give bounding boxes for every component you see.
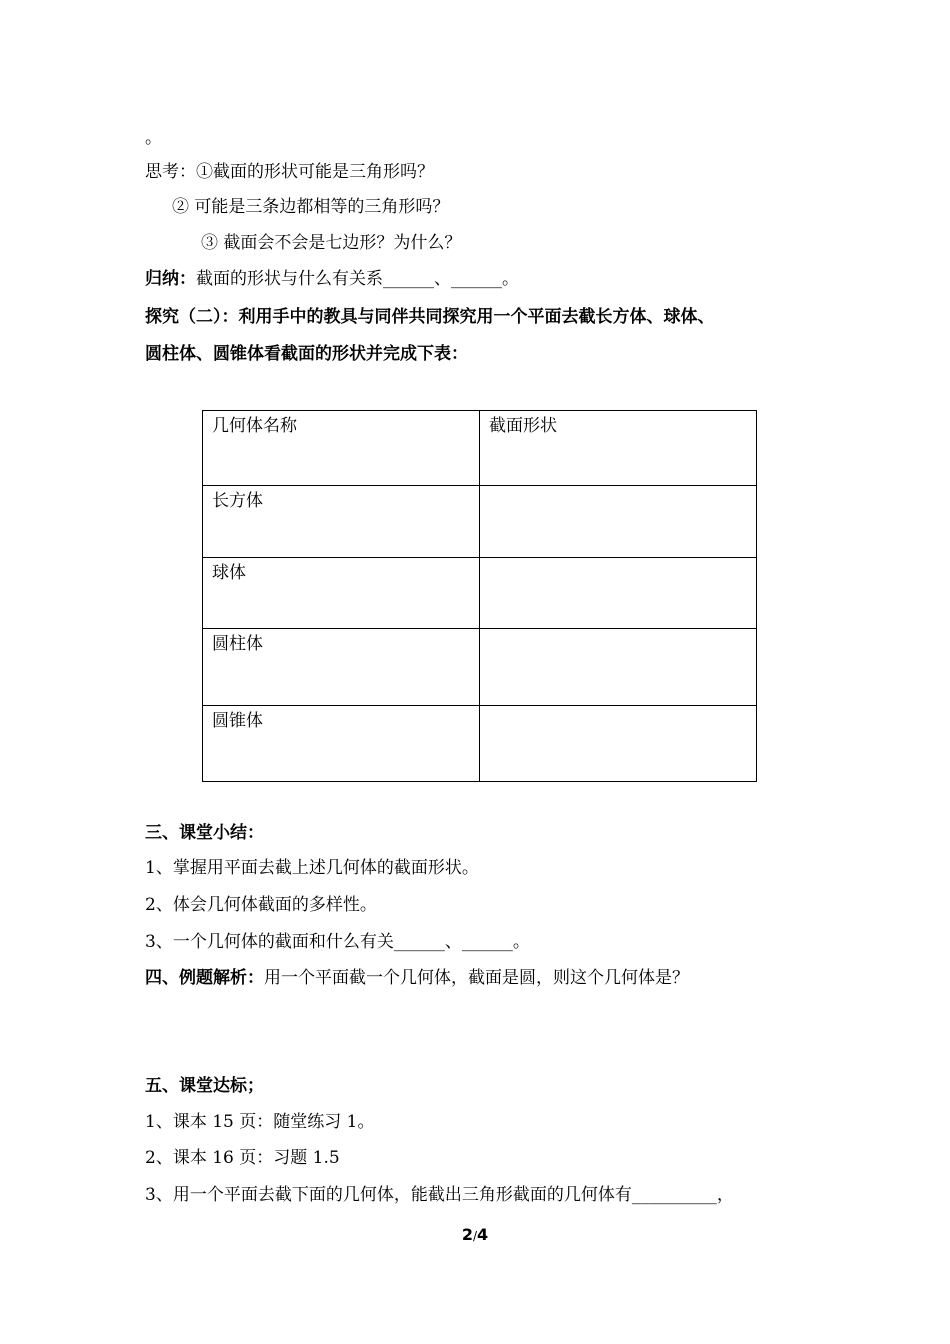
section3-item-3: 3、一个几何体的截面和什么有关______、______。 <box>145 932 530 952</box>
header-solid-name: 几何体名称 <box>203 411 480 486</box>
think-question-3: ③ 截面会不会是七边形？为什么？ <box>201 233 462 253</box>
table-row <box>203 706 757 782</box>
section4 <box>145 967 689 989</box>
top-fragment: 。 <box>145 128 162 148</box>
page-separator: / <box>472 1229 478 1243</box>
explore2-line2: 圆柱体、圆锥体看截面的形状并完成下表： <box>145 344 468 364</box>
think-question-2: ② 可能是三条边都相等的三角形吗？ <box>172 197 450 217</box>
table-header-row <box>203 411 757 486</box>
header-section-shape: 截面形状 <box>480 411 757 486</box>
table-row <box>203 558 757 629</box>
row-shape-cell[interactable] <box>480 486 757 558</box>
think-q1-text: ①截面的形状可能是三角形吗？ <box>196 162 434 182</box>
row-solid-name: 圆锥体 <box>203 706 480 782</box>
table-row <box>203 629 757 706</box>
row-shape-cell[interactable] <box>480 629 757 706</box>
section3-title: 三、课堂小结： <box>145 823 264 843</box>
section5-title: 五、课堂达标； <box>145 1076 264 1096</box>
think-label: 思考： <box>145 162 196 182</box>
section4-text: 用一个平面截一个几何体，截面是圆，则这个几何体是？ <box>264 968 689 988</box>
row-shape-cell[interactable] <box>480 706 757 782</box>
think-question-1 <box>145 161 434 183</box>
section3-item-2: 2、体会几何体截面的多样性。 <box>145 895 377 915</box>
page-number <box>0 1225 950 1244</box>
section5-item-2: 2、课本 16 页：习题 1.5 <box>145 1148 340 1168</box>
explore2-line1: 探究（二）：利用手中的教具与同伴共同探究用一个平面去截长方体、球体、 <box>145 307 715 327</box>
section5-item-3: 3、用一个平面去截下面的几何体，能截出三角形截面的几何体有__________， <box>145 1185 734 1205</box>
section-shape-table <box>202 410 757 782</box>
section3-item-1: 1、掌握用平面去截上述几何体的截面形状。 <box>145 858 479 878</box>
row-solid-name: 圆柱体 <box>203 629 480 706</box>
row-solid-name: 球体 <box>203 558 480 629</box>
summary-text: 截面的形状与什么有关系______、______。 <box>196 269 519 289</box>
row-shape-cell[interactable] <box>480 558 757 629</box>
row-solid-name: 长方体 <box>203 486 480 558</box>
table-row <box>203 486 757 558</box>
summary-line <box>145 268 519 290</box>
summary-label: 归纳： <box>145 269 196 289</box>
page-total: 4 <box>477 1225 489 1244</box>
section4-title: 四、例题解析： <box>145 968 264 988</box>
page-current: 2 <box>461 1225 473 1244</box>
section5-item-1: 1、课本 15 页：随堂练习 1。 <box>145 1112 375 1132</box>
